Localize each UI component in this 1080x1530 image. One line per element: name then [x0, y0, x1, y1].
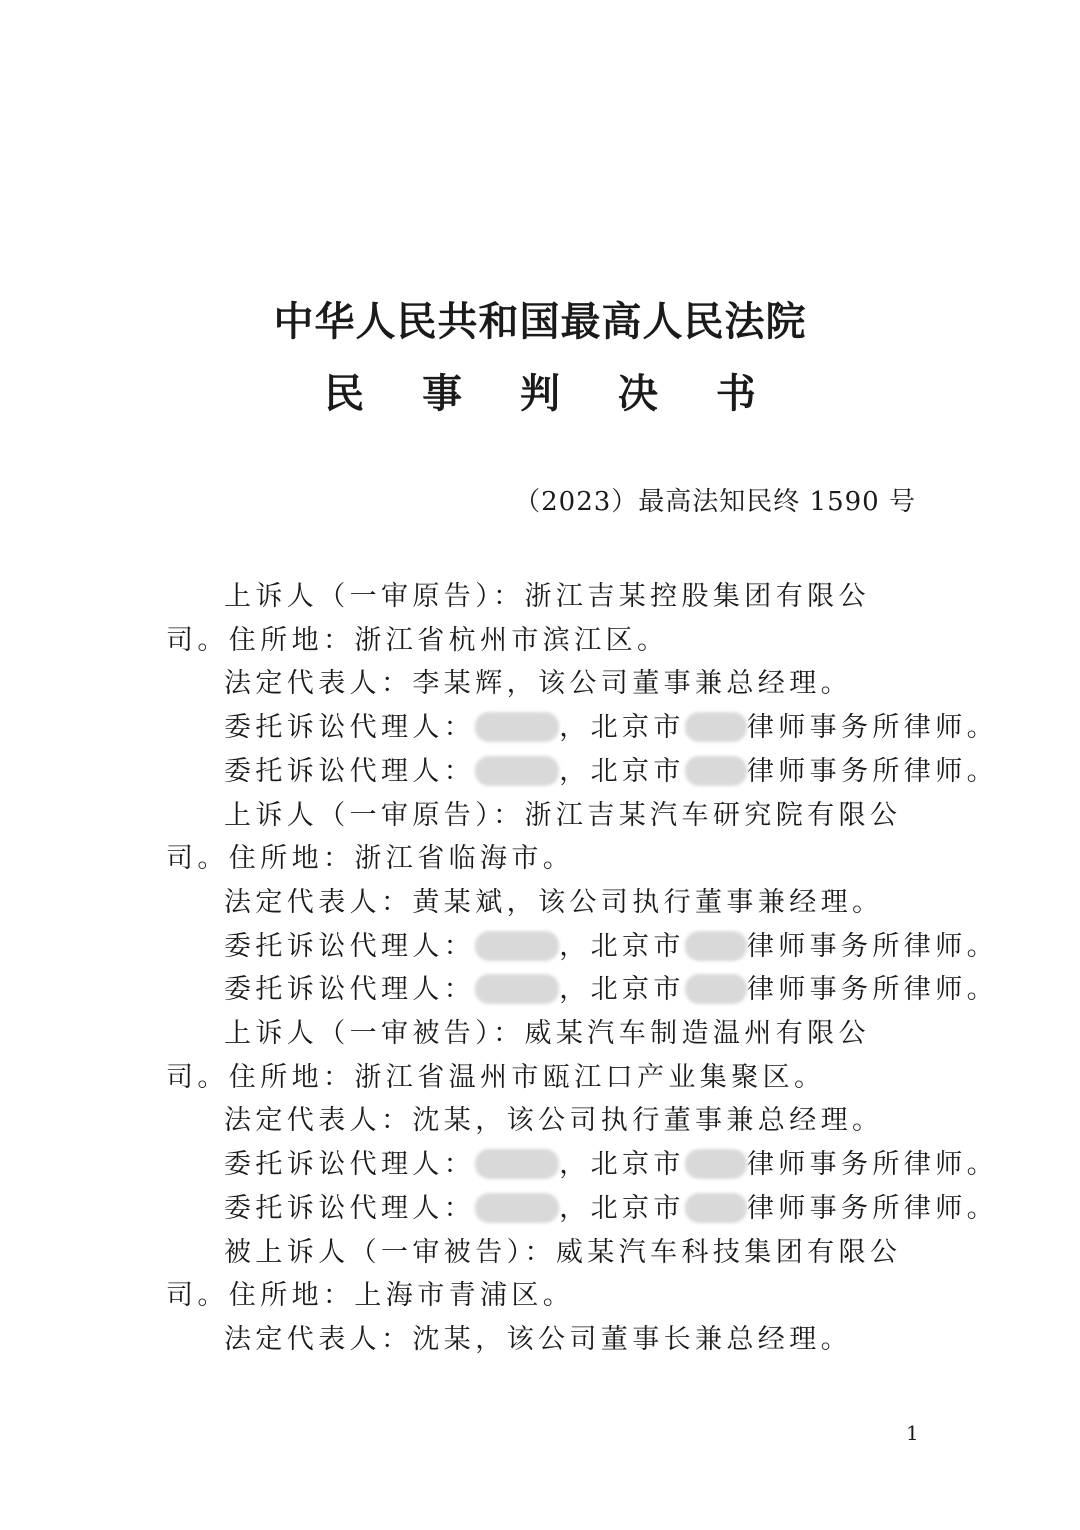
agent-city: ，北京市 — [559, 1149, 685, 1181]
party-entry: 上诉人（一审被告）：威某汽车制造温州有限公司。住所地：浙江省温州市瓯江口产业集聚区。 — [166, 1018, 870, 1093]
agent-firm-suffix: 律师事务所律师。 — [746, 755, 999, 787]
legal-representative: 法定代表人：黄某斌，该公司执行董事兼经理。 — [224, 886, 884, 918]
court-title: 中华人民共和国最高人民法院 — [273, 298, 807, 345]
agent-firm-suffix: 律师事务所律师。 — [746, 1192, 999, 1224]
agent-label: 委托诉讼代理人： — [224, 1149, 476, 1181]
redacted-firm — [685, 931, 747, 961]
agent-city: ，北京市 — [559, 974, 685, 1006]
legal-representative: 法定代表人：沈某，该公司执行董事兼总经理。 — [224, 1105, 884, 1137]
agent-firm-suffix: 律师事务所律师。 — [746, 712, 999, 744]
party-entry: 上诉人（一审原告）：浙江吉某控股集团有限公司。住所地：浙江省杭州市滨江区。 — [166, 581, 870, 656]
redacted-firm — [685, 1149, 747, 1179]
redacted-name — [475, 756, 559, 786]
legal-representative: 法定代表人：沈某，该公司董事长兼总经理。 — [224, 1323, 852, 1355]
agent-city: ，北京市 — [559, 755, 685, 787]
redacted-firm — [685, 712, 747, 742]
redacted-name — [475, 931, 559, 961]
agent-entry — [166, 1143, 999, 1187]
agent-entry — [166, 1187, 999, 1231]
agent-entry — [166, 750, 999, 794]
redacted-name — [475, 974, 559, 1004]
agent-city: ，北京市 — [559, 1192, 685, 1224]
agent-entry — [166, 925, 999, 969]
redacted-name — [475, 1193, 559, 1223]
party-entry: 被上诉人（一审被告）：威某汽车科技集团有限公司。住所地：上海市青浦区。 — [166, 1236, 902, 1312]
agent-label: 委托诉讼代理人： — [224, 930, 476, 962]
party-entry: 上诉人（一审原告）：浙江吉某汽车研究院有限公司。住所地：浙江省临海市。 — [166, 799, 902, 875]
agent-firm-suffix: 律师事务所律师。 — [746, 930, 999, 962]
agent-label: 委托诉讼代理人： — [224, 974, 476, 1006]
redacted-firm — [685, 756, 747, 786]
agent-city: ，北京市 — [559, 712, 685, 744]
document-type: 民 事 判 决 书 — [324, 370, 778, 417]
legal-representative: 法定代表人：李某辉，该公司董事兼总经理。 — [224, 668, 852, 700]
agent-entry — [166, 968, 999, 1012]
redacted-name — [475, 712, 559, 742]
agent-label: 委托诉讼代理人： — [224, 755, 476, 787]
parties-section — [166, 575, 999, 1362]
redacted-name — [475, 1149, 559, 1179]
agent-firm-suffix: 律师事务所律师。 — [746, 1149, 999, 1181]
page-number: 1 — [906, 1421, 919, 1445]
case-number: （2023）最高法知民终 1590 号 — [514, 487, 916, 517]
redacted-firm — [685, 974, 747, 1004]
redacted-firm — [685, 1193, 747, 1223]
agent-city: ，北京市 — [559, 930, 685, 962]
agent-label: 委托诉讼代理人： — [224, 1192, 476, 1224]
agent-firm-suffix: 律师事务所律师。 — [746, 974, 999, 1006]
agent-entry — [166, 706, 999, 750]
agent-label: 委托诉讼代理人： — [224, 712, 476, 744]
